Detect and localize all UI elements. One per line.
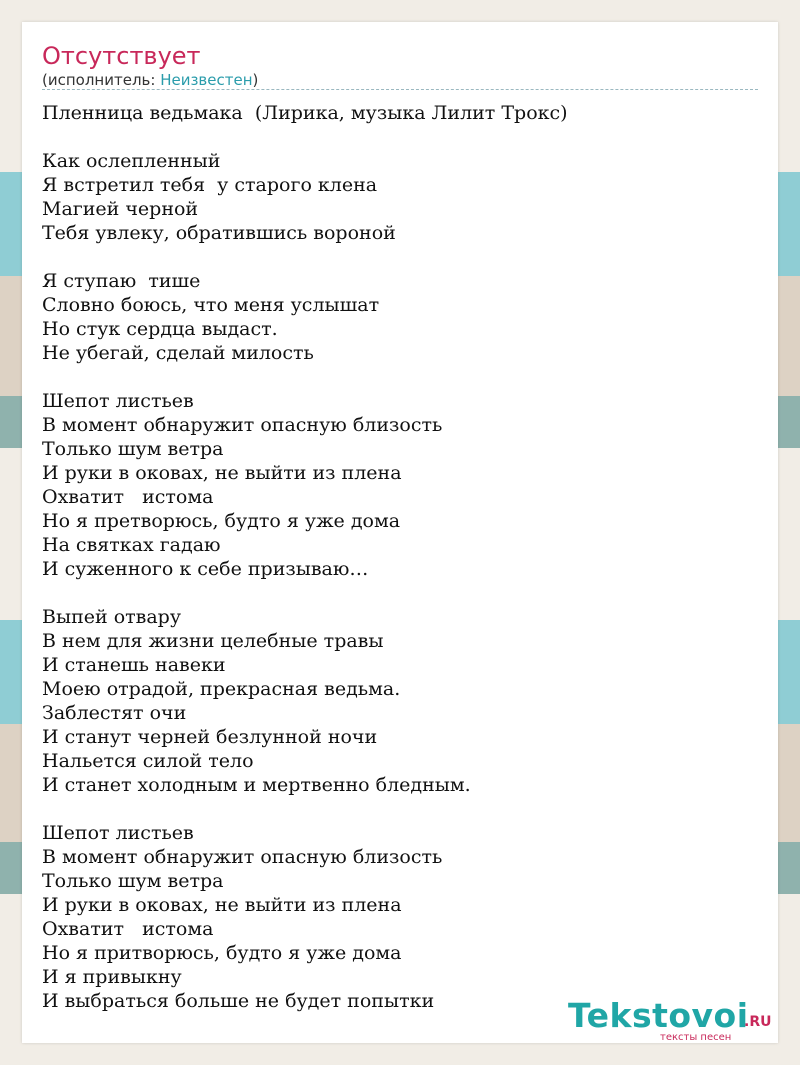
logo-subtitle: тексты песен	[660, 1032, 732, 1043]
artist-line	[42, 71, 258, 89]
song-title: Отсутствует	[42, 42, 201, 70]
logo-wordmark: Tekstovoi	[568, 996, 749, 1035]
logo-domain: .RU	[744, 1014, 772, 1030]
artist-link[interactable]: Неизвестен	[160, 71, 253, 89]
site-logo[interactable]	[568, 997, 778, 1043]
lyrics-text: Пленница ведьмака (Лирика, музыка Лилит Трокс) Как ослепленный Я встретил тебя у старого клена Магией черной Тебя увлеку, обратившись вороной Я ступаю тише Словно боюсь, что меня услышат Но стук сердца выдаст. Не убегай, сделай милость Шепот листьев В момент обнаружит опасную близость Только шум ветра И руки в оковах, не выйти из плена Охватит истома Но я претворюсь, будто я уже дома На святках гадаю И суженного к себе призываю… Выпей отвару В нем для жизни целебные травы И станешь навеки Моею отрадой, прекрасная ведьма. Заблестят очи И станут черней безлунной ночи Нальется силой тело И станет холодным и мертвенно бледным. Шепот листьев В момент обнаружит опасную близость Только шум ветра И руки в оковах, не выйти из плена Охватит истома Но я притворюсь, будто я уже дома И я привыкну И выбраться больше не будет попытки	[42, 102, 568, 1012]
artist-suffix: )	[252, 71, 259, 89]
title-divider	[42, 89, 758, 90]
lyrics-card	[22, 22, 778, 1043]
artist-prefix: (исполнитель:	[42, 71, 161, 89]
